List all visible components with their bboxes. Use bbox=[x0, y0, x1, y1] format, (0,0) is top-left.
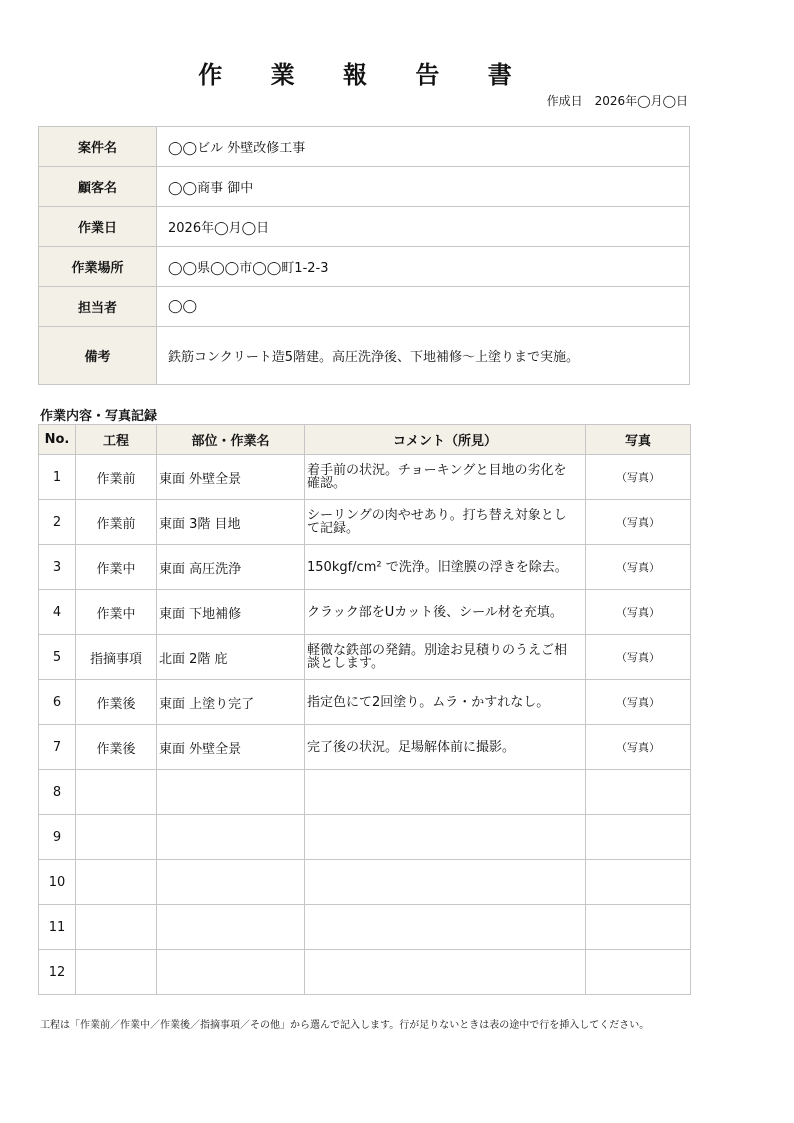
row-no: 10 bbox=[39, 860, 76, 905]
row-part[interactable]: 東面 3階 目地 bbox=[157, 500, 305, 545]
table-row bbox=[39, 590, 691, 635]
row-step[interactable]: 作業中 bbox=[76, 590, 157, 635]
row-part[interactable]: 東面 下地補修 bbox=[157, 590, 305, 635]
row-step[interactable]: 作業後 bbox=[76, 680, 157, 725]
info-row-remarks bbox=[39, 327, 690, 385]
info-row-date bbox=[39, 207, 690, 247]
row-no: 8 bbox=[39, 770, 76, 815]
footnote: 工程は「作業前／作業中／作業後／指摘事項／その他」から選んで記入します。行が足りないときは表の途中で行を挿入してください。 bbox=[40, 1020, 650, 1031]
info-value[interactable]: 2026年◯月◯日 bbox=[157, 207, 690, 247]
row-photo[interactable] bbox=[586, 905, 691, 950]
row-comment[interactable]: シーリングの肉やせあり。打ち替え対象として記録。 bbox=[305, 500, 586, 545]
table-row bbox=[39, 950, 691, 995]
info-row-location bbox=[39, 247, 690, 287]
row-comment[interactable]: クラック部をUカット後、シール材を充填。 bbox=[305, 590, 586, 635]
row-part[interactable] bbox=[157, 815, 305, 860]
row-part[interactable] bbox=[157, 770, 305, 815]
info-value[interactable]: ◯◯県◯◯市◯◯町1-2-3 bbox=[157, 247, 690, 287]
project-info-table bbox=[38, 126, 690, 385]
row-photo[interactable] bbox=[586, 860, 691, 905]
row-photo[interactable]: （写真） bbox=[586, 455, 691, 500]
column-header-photo: 写真 bbox=[586, 425, 691, 455]
row-no: 6 bbox=[39, 680, 76, 725]
column-header-comment: コメント（所見） bbox=[305, 425, 586, 455]
row-part[interactable] bbox=[157, 950, 305, 995]
row-no: 1 bbox=[39, 455, 76, 500]
row-comment[interactable]: 完了後の状況。足場解体前に撮影。 bbox=[305, 725, 586, 770]
info-value[interactable]: ◯◯ビル 外壁改修工事 bbox=[157, 127, 690, 167]
row-step[interactable] bbox=[76, 815, 157, 860]
column-header-step: 工程 bbox=[76, 425, 157, 455]
row-no: 5 bbox=[39, 635, 76, 680]
info-row-customer bbox=[39, 167, 690, 207]
info-label: 備考 bbox=[39, 327, 157, 385]
row-comment[interactable] bbox=[305, 950, 586, 995]
row-step[interactable]: 作業中 bbox=[76, 545, 157, 590]
row-part[interactable]: 北面 2階 庇 bbox=[157, 635, 305, 680]
row-no: 2 bbox=[39, 500, 76, 545]
column-header-part: 部位・作業名 bbox=[157, 425, 305, 455]
info-value[interactable]: ◯◯商事 御中 bbox=[157, 167, 690, 207]
table-row bbox=[39, 545, 691, 590]
row-photo[interactable]: （写真） bbox=[586, 635, 691, 680]
table-row bbox=[39, 680, 691, 725]
info-row-person bbox=[39, 287, 690, 327]
row-step[interactable] bbox=[76, 770, 157, 815]
row-step[interactable]: 指摘事項 bbox=[76, 635, 157, 680]
row-photo[interactable]: （写真） bbox=[586, 545, 691, 590]
table-header-row bbox=[39, 425, 691, 455]
info-label: 担当者 bbox=[39, 287, 157, 327]
row-step[interactable]: 作業後 bbox=[76, 725, 157, 770]
row-photo[interactable]: （写真） bbox=[586, 500, 691, 545]
row-comment[interactable] bbox=[305, 905, 586, 950]
row-step[interactable]: 作業前 bbox=[76, 455, 157, 500]
table-row bbox=[39, 770, 691, 815]
row-comment[interactable] bbox=[305, 815, 586, 860]
row-comment[interactable] bbox=[305, 770, 586, 815]
row-photo[interactable] bbox=[586, 815, 691, 860]
row-step[interactable] bbox=[76, 860, 157, 905]
info-label: 顧客名 bbox=[39, 167, 157, 207]
row-step[interactable] bbox=[76, 950, 157, 995]
info-label: 案件名 bbox=[39, 127, 157, 167]
work-record-table bbox=[38, 424, 691, 995]
table-row bbox=[39, 860, 691, 905]
row-no: 4 bbox=[39, 590, 76, 635]
info-row-project bbox=[39, 127, 690, 167]
row-photo[interactable] bbox=[586, 770, 691, 815]
row-photo[interactable]: （写真） bbox=[586, 590, 691, 635]
table-row bbox=[39, 635, 691, 680]
table-row bbox=[39, 455, 691, 500]
column-header-no: No. bbox=[39, 425, 76, 455]
row-comment[interactable]: 150kgf/cm² で洗浄。旧塗膜の浮きを除去。 bbox=[305, 545, 586, 590]
section-title: 作業内容・写真記録 bbox=[40, 409, 158, 424]
info-label: 作業場所 bbox=[39, 247, 157, 287]
row-part[interactable]: 東面 外壁全景 bbox=[157, 455, 305, 500]
row-part[interactable]: 東面 上塗り完了 bbox=[157, 680, 305, 725]
table-row bbox=[39, 905, 691, 950]
row-part[interactable]: 東面 外壁全景 bbox=[157, 725, 305, 770]
row-part[interactable] bbox=[157, 905, 305, 950]
row-comment[interactable]: 指定色にて2回塗り。ムラ・かすれなし。 bbox=[305, 680, 586, 725]
row-no: 12 bbox=[39, 950, 76, 995]
row-no: 7 bbox=[39, 725, 76, 770]
created-date: 作成日 2026年◯月◯日 bbox=[546, 94, 688, 108]
row-comment[interactable]: 着手前の状況。チョーキングと目地の劣化を確認。 bbox=[305, 455, 586, 500]
row-step[interactable]: 作業前 bbox=[76, 500, 157, 545]
row-comment[interactable] bbox=[305, 860, 586, 905]
row-no: 9 bbox=[39, 815, 76, 860]
row-part[interactable]: 東面 高圧洗浄 bbox=[157, 545, 305, 590]
table-row bbox=[39, 500, 691, 545]
row-photo[interactable]: （写真） bbox=[586, 680, 691, 725]
row-no: 3 bbox=[39, 545, 76, 590]
row-photo[interactable]: （写真） bbox=[586, 725, 691, 770]
row-step[interactable] bbox=[76, 905, 157, 950]
row-comment[interactable]: 軽微な鉄部の発錆。別途お見積りのうえご相談とします。 bbox=[305, 635, 586, 680]
document-title: 作 業 報 告 書 bbox=[198, 61, 532, 89]
table-row bbox=[39, 725, 691, 770]
row-part[interactable] bbox=[157, 860, 305, 905]
row-photo[interactable] bbox=[586, 950, 691, 995]
row-no: 11 bbox=[39, 905, 76, 950]
info-value[interactable]: ◯◯ bbox=[157, 287, 690, 327]
info-label: 作業日 bbox=[39, 207, 157, 247]
table-row bbox=[39, 815, 691, 860]
info-value[interactable]: 鉄筋コンクリート造5階建。高圧洗浄後、下地補修〜上塗りまで実施。 bbox=[157, 327, 690, 385]
